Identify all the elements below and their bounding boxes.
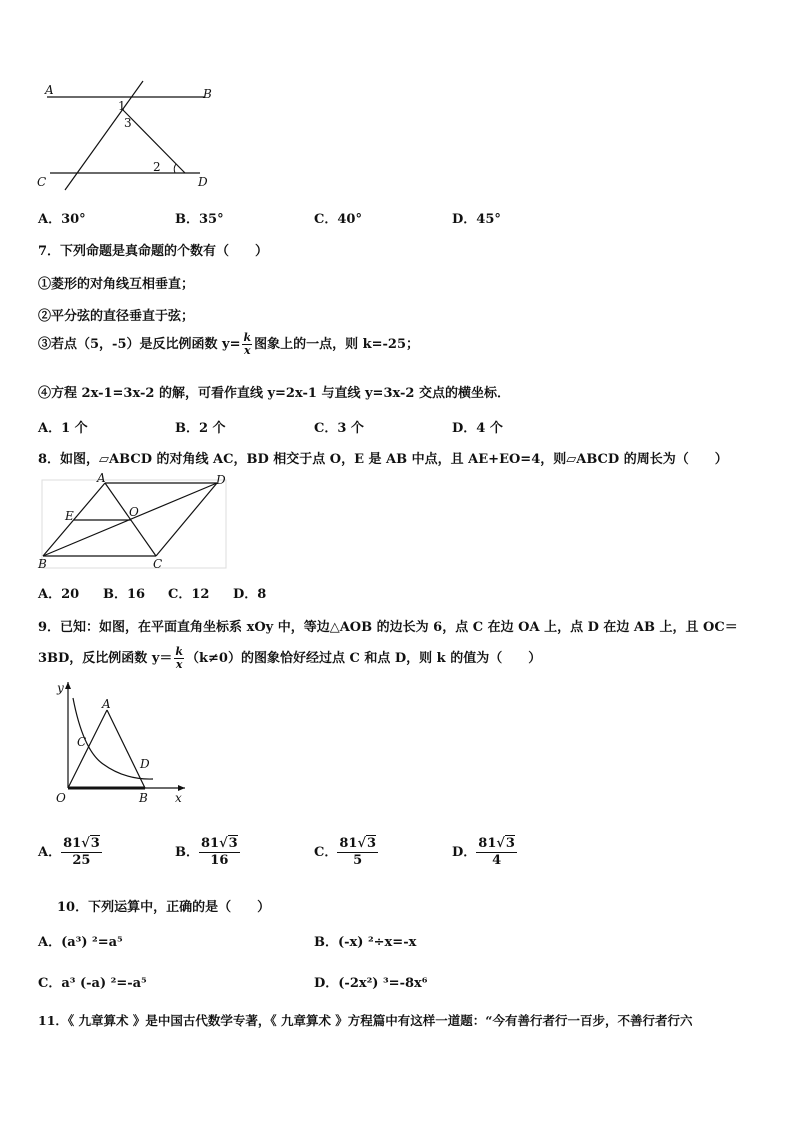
coefficient: 81: [478, 836, 497, 851]
q9-option-a[interactable]: [38, 836, 102, 869]
label-b: B: [139, 791, 148, 805]
q9-fraction: [174, 646, 184, 671]
label-d: D: [216, 473, 226, 487]
label-b: B: [38, 557, 47, 571]
denominator: 25: [72, 853, 91, 868]
label-y: y: [57, 681, 64, 695]
denominator: 16: [210, 853, 229, 868]
label-c: C: [153, 557, 163, 571]
q7-item-3: [38, 332, 419, 357]
q9-option-c[interactable]: [314, 836, 378, 869]
q7-option-b[interactable]: B．2 个: [175, 421, 226, 436]
q9-option-d-label: D．: [452, 845, 477, 860]
radicand: 3: [228, 836, 238, 851]
q11-stem: 11．《 九章算术 》是中国古代数学专著，《 九章算术 》方程篇中有这样一道题：“今有善行者行一百步，不善行者行六: [38, 1013, 693, 1028]
q9-stem-line-2: [38, 646, 541, 671]
label-a: A: [45, 83, 54, 97]
q9-stem-text-pre: 3BD，反比例函数 y＝: [38, 651, 173, 666]
label-o: O: [129, 505, 139, 519]
q8-option-a[interactable]: A．20: [38, 587, 80, 602]
q10-option-c[interactable]: C．a³ (-a) ²=-a⁵: [38, 976, 147, 991]
q9-stem-text-post: （k≠0）的图象恰好经过点 C 和点 D，则 k 的值为（ ）: [186, 651, 542, 666]
coefficient: 81: [339, 836, 358, 851]
q10-option-a[interactable]: A．(a³) ²=a⁵: [38, 935, 123, 950]
label-o: O: [56, 791, 66, 805]
q10-option-b[interactable]: B．(-x) ²÷x=-x: [314, 935, 417, 950]
q7-stem: 7．下列命题是真命题的个数有（ ）: [38, 244, 269, 259]
q9-fraction-den: x: [175, 658, 183, 671]
q10-option-d[interactable]: D．(-2x²) ³=-8x⁶: [314, 976, 428, 991]
q7-item-1: ①菱形的对角线互相垂直；: [38, 277, 195, 292]
q8-stem: 8．如图，▱ABCD 的对角线 AC，BD 相交于点 O，E 是 AB 中点，且 AE+EO=4，则▱ABCD 的周长为（ ）: [38, 452, 728, 467]
q7-item-2: ②平分弦的直径垂直于弦；: [38, 309, 195, 324]
label-a: A: [102, 697, 111, 711]
q9-option-d[interactable]: [452, 836, 517, 869]
q7-item-3-text-post: 图象上的一点，则 k=-25；: [254, 337, 420, 352]
q8-option-b[interactable]: B．16: [103, 587, 146, 602]
q9-option-c-label: C．: [314, 845, 338, 860]
q8-option-d[interactable]: D．8: [233, 587, 267, 602]
q8-option-c[interactable]: C．12: [168, 587, 210, 602]
denominator: 4: [492, 853, 502, 868]
label-b: B: [203, 87, 212, 101]
coefficient: 81: [201, 836, 220, 851]
label-e: E: [65, 509, 74, 523]
q9-option-c-fraction: $\frac{81√3}{5}$: [339, 836, 377, 868]
q7-option-a[interactable]: A．1 个: [38, 421, 88, 436]
q9-stem-line-1: 9．已知：如图，在平面直角坐标系 xOy 中，等边△AOB 的边长为 6，点 C 在边 OA 上，点 D 在边 AB 上，且 OC＝: [38, 620, 738, 635]
q9-fraction-num: k: [175, 645, 184, 658]
label-x: x: [175, 791, 182, 805]
angle-2-label: 2: [153, 160, 161, 174]
q6-option-b[interactable]: B．35°: [175, 212, 224, 227]
q6-option-d[interactable]: D．45°: [452, 212, 501, 227]
label-c: C: [77, 735, 87, 749]
radicand: 3: [90, 836, 100, 851]
q9-option-b[interactable]: [175, 836, 240, 869]
label-a: A: [97, 471, 106, 485]
q6-option-c[interactable]: C．40°: [314, 212, 362, 227]
coefficient: 81: [63, 836, 82, 851]
q7-item-4: ④方程 2x-1=3x-2 的解，可看作直线 y=2x-1 与直线 y=3x-2 交点的横坐标．: [38, 386, 510, 401]
q7-fraction-den: x: [244, 344, 251, 357]
radicand: 3: [367, 836, 377, 851]
angle-3-label: 3: [124, 116, 132, 130]
q6-option-a[interactable]: A．30°: [38, 212, 86, 227]
figure-q9: [35, 680, 195, 810]
q9-option-d-fraction: $\frac{81√3}{4}$: [478, 836, 515, 868]
denominator: 5: [353, 853, 363, 868]
figure-q8: [35, 472, 235, 572]
q9-option-b-fraction: $\frac{81√3}{16}$: [201, 836, 238, 868]
label-d: D: [198, 175, 208, 189]
q9-option-a-fraction: $\frac{81√3}{25}$: [63, 836, 100, 868]
q9-option-a-label: A．: [38, 845, 62, 860]
q7-option-c[interactable]: C．3 个: [314, 421, 364, 436]
q9-option-b-label: B．: [175, 845, 199, 860]
label-d: D: [140, 757, 150, 771]
q7-fraction-num: k: [243, 331, 252, 344]
q7-fraction: [242, 332, 252, 357]
q10-stem: 10．下列运算中，正确的是（ ）: [57, 900, 271, 915]
angle-1-label: 1: [118, 99, 126, 113]
label-c: C: [37, 175, 47, 189]
figure-q6: [35, 80, 225, 195]
q7-item-3-text-pre: ③若点（5，-5）是反比例函数 y=: [38, 337, 241, 352]
q7-option-d[interactable]: D．4 个: [452, 421, 503, 436]
radicand: 3: [505, 836, 515, 851]
